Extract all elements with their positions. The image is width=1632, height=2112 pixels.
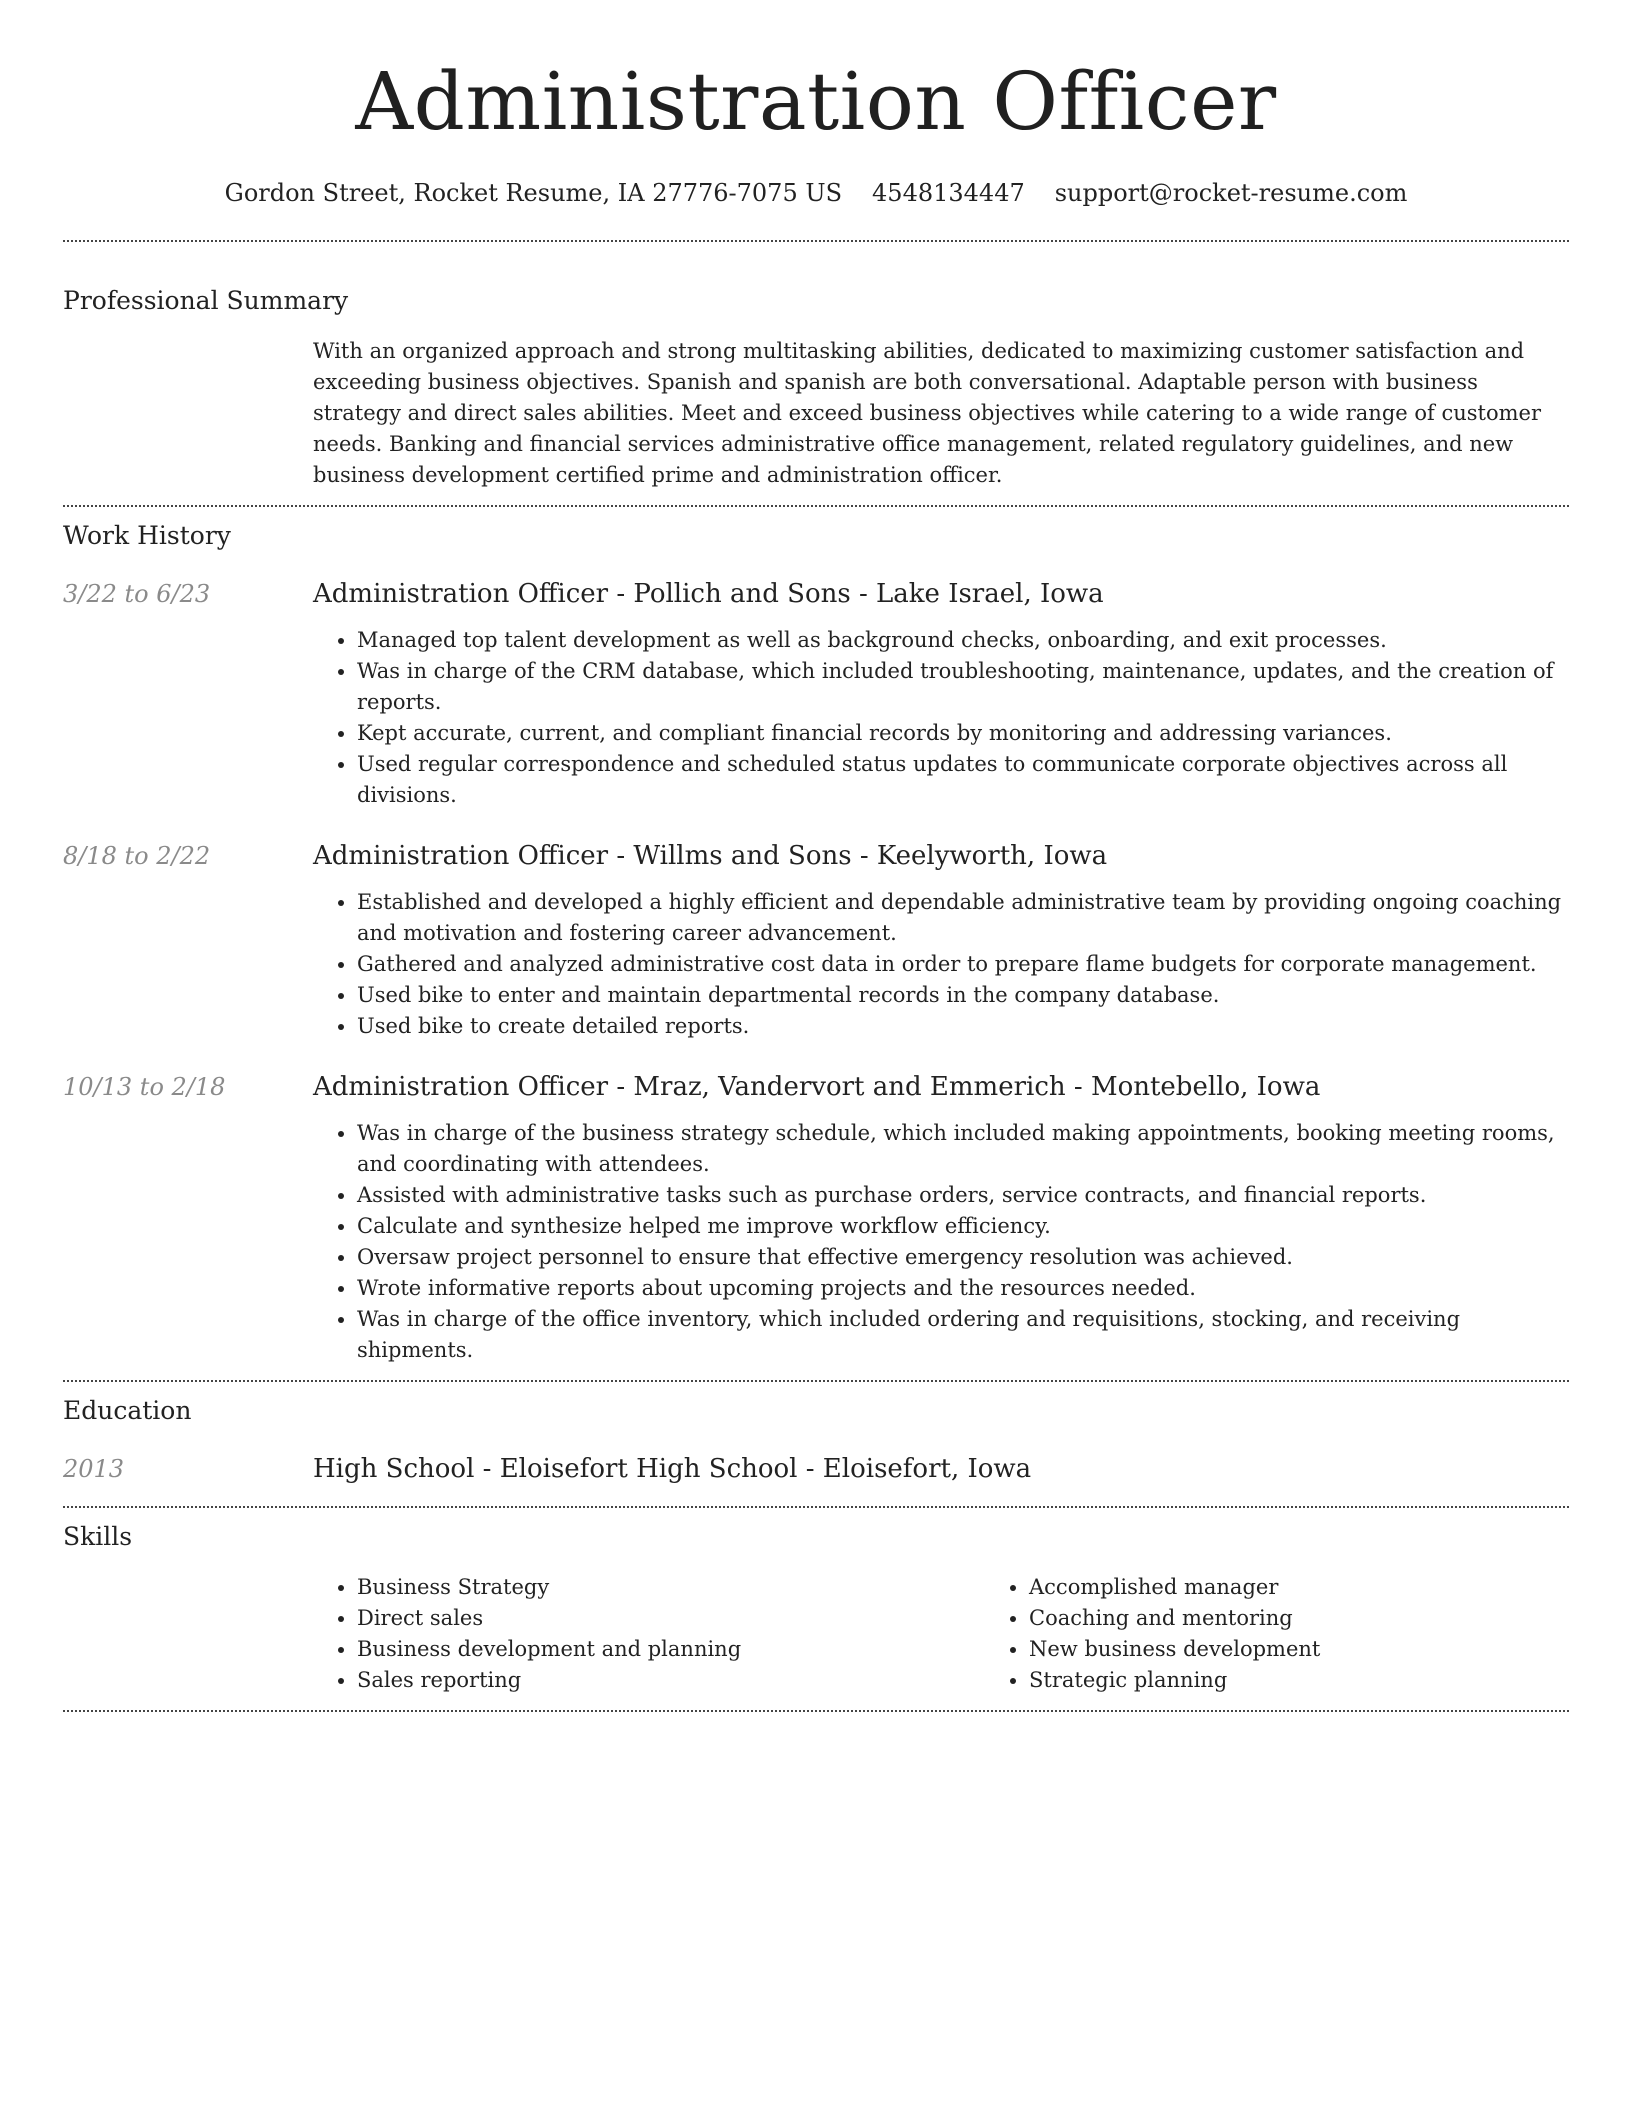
- candidate-name: Administration Officer: [355, 55, 1277, 148]
- job-bullet: • Used bike to enter and maintain departmental records in the company database.: [357, 980, 1569, 1011]
- divider: [63, 1710, 1569, 1712]
- job-dates: 3/22 to 6/23: [63, 580, 211, 608]
- job-bullet: • Used bike to create detailed reports.: [357, 1011, 1569, 1042]
- skill-item: • Business development and planning: [357, 1634, 985, 1665]
- job-entry: [63, 577, 1569, 811]
- job-bullets: [313, 887, 1569, 1042]
- skills-column-right: [985, 1572, 1632, 1696]
- skills-section: [63, 1520, 1569, 1696]
- job-bullet: • Was in charge of the CRM database, which included troubleshooting, maintenance, updates, and the creation of reports.: [357, 656, 1569, 718]
- summary-text: With an organized approach and strong multitasking abilities, dedicated to maximizing customer satisfaction and exceeding business objectives. Spanish and spanish are both conversational. Adaptable person with business strategy and direct sales abilities. Meet and exceed business objectives while catering to a wide range of customer needs. Banking and financial services administrative office management, related regulatory guidelines, and new business development certified prime and administration officer.: [313, 339, 1541, 487]
- skill-item: • Coaching and mentoring: [1029, 1603, 1632, 1634]
- skill-item: • New business development: [1029, 1634, 1632, 1665]
- job-bullet: • Wrote informative reports about upcoming projects and the resources needed.: [357, 1273, 1569, 1304]
- divider: [63, 1506, 1569, 1508]
- section-title-summary: Professional Summary: [63, 286, 349, 315]
- job-bullet: • Was in charge of the business strategy schedule, which included making appointments, booking meeting rooms, and coordinating with attendees.: [357, 1118, 1569, 1180]
- skills-list: [313, 1572, 1569, 1696]
- job-entry: [63, 1070, 1569, 1366]
- job-bullets: [313, 625, 1569, 811]
- job-bullet: • Managed top talent development as well as background checks, onboarding, and exit processes.: [357, 625, 1569, 656]
- skill-item: • Accomplished manager: [1029, 1572, 1632, 1603]
- resume-header: [63, 50, 1569, 210]
- education-year: 2013: [63, 1455, 125, 1483]
- job-dates: 8/18 to 2/22: [63, 842, 211, 870]
- work-history-section: [63, 519, 1569, 1366]
- skill-item: • Direct sales: [357, 1603, 985, 1634]
- education-degree: High School - Eloisefort High School - Eloisefort, Iowa: [313, 1454, 1032, 1484]
- job-title: Administration Officer - Mraz, Vandervort and Emmerich - Montebello, Iowa: [313, 1072, 1321, 1102]
- job-bullet: • Oversaw project personnel to ensure that effective emergency resolution was achieved.: [357, 1242, 1569, 1273]
- section-title-skills: Skills: [63, 1522, 133, 1551]
- skill-item: • Strategic planning: [1029, 1665, 1632, 1696]
- education-section: [63, 1394, 1569, 1486]
- job-dates: 10/13 to 2/18: [63, 1073, 226, 1101]
- contact-phone: 4548134447: [872, 179, 1025, 207]
- divider: [63, 1380, 1569, 1382]
- job-bullet: • Gathered and analyzed administrative cost data in order to prepare flame budgets for corporate management.: [357, 949, 1569, 980]
- contact-line: [63, 176, 1569, 210]
- job-entry: [63, 839, 1569, 1042]
- skills-column-left: [313, 1572, 985, 1696]
- job-bullet: • Assisted with administrative tasks such as purchase orders, service contracts, and financial reports.: [357, 1180, 1569, 1211]
- job-bullet: • Was in charge of the office inventory, which included ordering and requisitions, stocking, and receiving shipments.: [357, 1304, 1569, 1366]
- contact-email: support@rocket-resume.com: [1054, 179, 1408, 207]
- skill-item: • Business Strategy: [357, 1572, 985, 1603]
- job-title: Administration Officer - Willms and Sons - Keelyworth, Iowa: [313, 841, 1108, 871]
- job-bullet: • Kept accurate, current, and compliant financial records by monitoring and addressing variances.: [357, 718, 1569, 749]
- job-bullet: • Established and developed a highly efficient and dependable administrative team by providing ongoing coaching and motivation and fostering career advancement.: [357, 887, 1569, 949]
- section-title-education: Education: [63, 1396, 192, 1425]
- education-entry: [63, 1452, 1569, 1486]
- job-bullet: • Used regular correspondence and scheduled status updates to communicate corporate objectives across all divisions.: [357, 749, 1569, 811]
- divider: [63, 505, 1569, 507]
- skill-item: • Sales reporting: [357, 1665, 985, 1696]
- job-title: Administration Officer - Pollich and Sons - Lake Israel, Iowa: [313, 579, 1104, 609]
- summary-section: [63, 284, 1569, 491]
- contact-address: Gordon Street, Rocket Resume, IA 27776-7075 US: [224, 179, 843, 207]
- section-title-work-history: Work History: [63, 521, 231, 550]
- divider: [63, 240, 1569, 242]
- job-bullets: [313, 1118, 1569, 1366]
- job-bullet: • Calculate and synthesize helped me improve workflow efficiency.: [357, 1211, 1569, 1242]
